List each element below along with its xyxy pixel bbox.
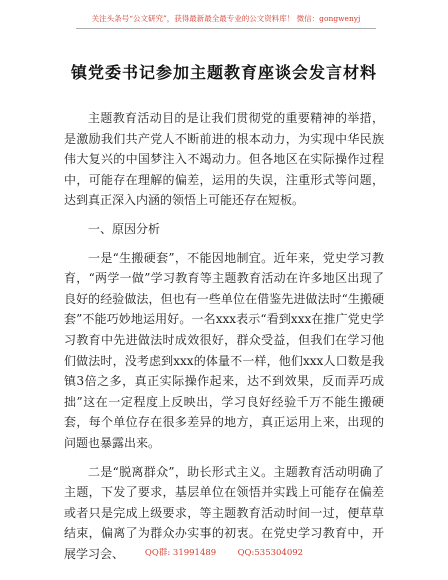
document-body <box>64 108 384 564</box>
footer-qq-group: QQ群: 31991489 <box>144 548 217 558</box>
header-banner: 关注头条号“公文研究”，获得最新最全最专业的公文资料库！ 微信：gongwenyj <box>76 10 376 29</box>
document-title: 镇党委书记参加主题教育座谈会发言材料 <box>70 63 377 82</box>
intro-paragraph: 主题教育活动目的是让我们贯彻党的重要精神的举措，是激励我们共产党人不断前进的根本动力，为实现中华民族伟大复兴的中国梦注入不竭动力。但各地区在实际操作过程中，可能存在理解的偏差，运用的失误，注重形式等问题，达到真正深入内涵的领悟上可能还存在短板。 <box>64 111 384 208</box>
section-heading: 一、原因分析 <box>88 221 161 236</box>
body-paragraph-1: 一是“生搬硬套”，不能因地制宜。近年来，党史学习教育，“两学一做”学习教育等主题教育活动在许多地区出现了良好的经验做法，但也有一些单位在借鉴先进做法时“生搬硬套”不能巧妙地运用好。一名xxx表示“看到xxx在推广党史学习教育中先进做法时成效很好，群众受益，但我们在学习他们做法时，没考虑到xxx的体量不一样，他们xxx人口数是我镇3倍之多，真正实际操作起来，达不到效果，反而弄巧成拙”这在一定程度上反映出，学习良好经验千万不能生搬硬套，每个单位存在很多差异的地方，真正运用上来，出现的问题也暴露出来。 <box>64 250 384 450</box>
body-paragraph-2: 二是“脱离群众”，助长形式主义。主题教育活动明确了主题，下发了要求，基层单位在领悟并实践上可能存在偏差或者只是完成上级要求，等主题教育活动时间一过，便草草结束，偏离了为群众办实事的初衷。在党史学习教育中，开展学习会、 <box>64 464 384 561</box>
footer-qq: QQ:535304092 <box>237 548 304 558</box>
footer-contact <box>0 546 448 558</box>
